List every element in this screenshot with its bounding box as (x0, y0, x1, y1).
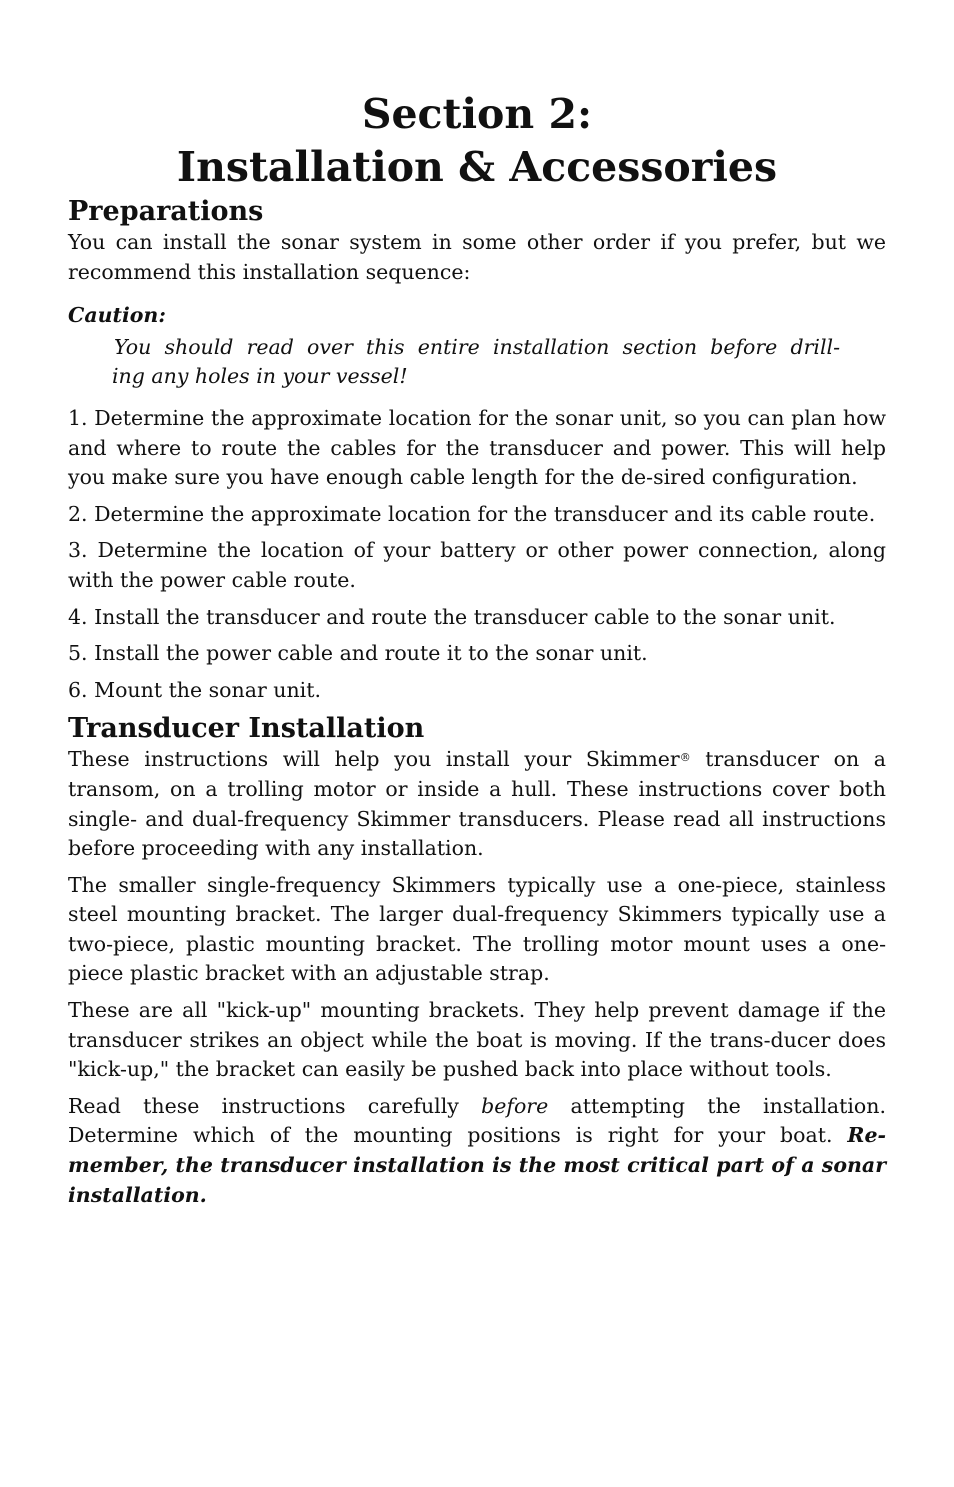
transducer-p4-italic: before (481, 1093, 549, 1118)
transducer-paragraph-4 (68, 1092, 886, 1210)
preparations-heading: Preparations (68, 196, 264, 227)
transducer-p4-middle: attempting the installation. Determine which of the mounting positions is right for your boat. (68, 1093, 886, 1148)
transducer-paragraph-2: The smaller single-frequency Skimmers typically use a one-piece, stainless steel mounting bracket. The larger dual-frequency Skimmers typically use a two-piece, plastic mounting bracket. The trolling motor mount uses a one-piece plastic bracket with an adjustable strap. (68, 872, 886, 986)
caution-text (114, 333, 840, 392)
caution-line-2: ing any holes in your vessel! (112, 364, 408, 389)
section-title-line1: Section 2: (361, 90, 593, 138)
step-6: 6. Mount the sonar unit. (68, 677, 321, 702)
transducer-heading: Transducer Installation (68, 713, 425, 745)
transducer-p4-start: Read these instructions carefully (68, 1093, 482, 1118)
step-3: 3. Determine the location of your battery or other power connection, along with the power cable route. (68, 538, 886, 592)
registered-mark: ® (679, 751, 691, 765)
transducer-p4-emphasis: Re-member, the transducer installation is the most critical part of a sonar installation. (68, 1123, 886, 1207)
caution-line-1: You should read over this entire installation section before drill- (114, 334, 840, 359)
section-title-line2: Installation & Accessories (176, 143, 778, 191)
manual-page (68, 88, 886, 1210)
preparations-intro: You can install the sonar system in some other order if you prefer, but we recommend this installation sequence: (68, 230, 886, 284)
section-title (68, 88, 886, 194)
transducer-p1-start: These instructions will help you install your Skimmer (68, 747, 680, 772)
transducer-paragraph-3: These are all "kick-up" mounting brackets. They help prevent damage if the transducer strikes an object while the boat is moving. If the trans-ducer does "kick-up," the bracket can easily be pushed back into place without tools. (68, 998, 886, 1082)
transducer-p1-end: transducer on a transom, on a trolling motor or inside a hull. These instructions cover both single- and dual-frequency Skimmer transducers. Please read all instructions before proceeding with any installation. (68, 747, 886, 861)
step-4: 4. Install the transducer and route the transducer cable to the sonar unit. (68, 604, 836, 629)
step-1: 1. Determine the approximate location for the sonar unit, so you can plan how and where to route the cables for the transducer and power. This will help you make sure you have enough cable length for the de-sired configuration. (68, 405, 886, 490)
step-2: 2. Determine the approximate location for the transducer and its cable route. (68, 501, 876, 526)
transducer-paragraph-1 (68, 745, 886, 863)
caution-label: Caution: (68, 303, 166, 328)
step-5: 5. Install the power cable and route it to the sonar unit. (68, 641, 648, 666)
